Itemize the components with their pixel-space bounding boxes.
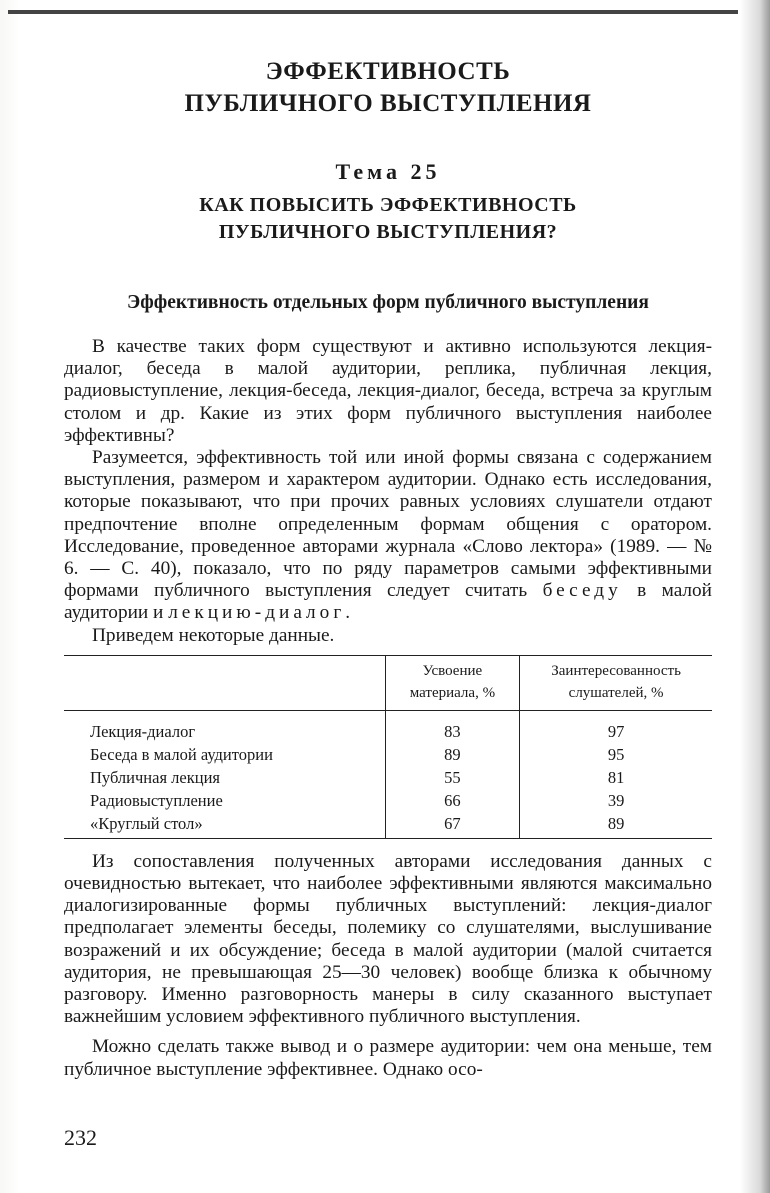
- row-form: Лекция-диалог: [90, 721, 196, 741]
- row-form: «Круглый стол»: [90, 813, 203, 833]
- table-header-row: [64, 655, 712, 710]
- paragraph-2-start: Разумеется, эффективность той или иной формы связана с содержанием выступления, размером и характером аудитории. Однако есть исследования, которые показывают, что при прочих равных условиях слушатели отдают предпочтение вполне определенным формам общения с оратором. Исследование, проведенное авторами журнала «Слово лектора» (1989. — № 6. — С. 40), показало, что по ряду параметров самыми эффективными формами публичного выступления следует считать: [64, 447, 712, 602]
- row-assimilation: 55: [385, 766, 520, 789]
- paragraph-2-mid: в малой аудитории и: [64, 580, 713, 624]
- row-form: Беседа в малой аудитории: [90, 744, 273, 764]
- page-content: [64, 56, 712, 1081]
- theme-title: [64, 192, 712, 246]
- table-row: [64, 743, 712, 766]
- top-rule: [8, 10, 738, 14]
- row-interest: 89: [520, 812, 712, 839]
- paragraph-3: Из сопоставления полученных авторами исследования данных с очевидностью вытекает, что наиболее эффективными являются максимально диалогизированные формы публичных выступлений: лекция-диалог предполагает элементы беседы, полемику со слушателями, выслушивание возражений и их обсуждение; беседа в малой аудитории (малой считается аудитория, не превышающая 25—30 человек) вообще близка к обычному разговору. Именно разговорность манеры в силу сказанного выступает важнейшим условием эффективного публичного выступления.: [64, 850, 712, 1028]
- table-row: [64, 766, 712, 789]
- table-row: [64, 710, 712, 743]
- row-assimilation: 66: [385, 789, 520, 812]
- row-assimilation: 67: [385, 812, 520, 839]
- part-title-line2: ПУБЛИЧНОГО ВЫСТУПЛЕНИЯ: [184, 90, 592, 117]
- row-form: Публичная лекция: [90, 767, 220, 787]
- table-row: [64, 789, 712, 812]
- emphasis-beseda: беседу: [542, 580, 622, 602]
- header-interest: Заинтересованность слушателей, %: [520, 655, 712, 710]
- theme-title-line1: КАК ПОВЫСИТЬ ЭФФЕКТИВНОСТЬ: [199, 194, 577, 216]
- header-assimilation: Усвоение материала, %: [385, 655, 520, 710]
- survey-table: [64, 655, 712, 839]
- paragraph-1: В качестве таких форм существуют и активно используются лекция-диалог, беседа в малой аудитории, реплика, публичная лекция, радиовыступление, лекция-беседа, лекция-диалог, беседа, встреча за круглым столом и др. Какие из этих форм публичного выступления наиболее эффективны?: [64, 336, 712, 446]
- emphasis-lecture-dialog: лекцию-диалог: [168, 602, 346, 624]
- page-number: 232: [64, 1125, 97, 1150]
- part-title: [64, 56, 712, 120]
- paragraph-2: [64, 447, 712, 625]
- header-form: [64, 655, 385, 710]
- theme-label: Тема 25: [335, 159, 441, 184]
- row-assimilation: 89: [385, 743, 520, 766]
- table-row: [64, 812, 712, 839]
- part-title-line1: ЭФФЕКТИВНОСТЬ: [265, 58, 511, 85]
- row-interest: 81: [520, 766, 712, 789]
- row-interest: 97: [520, 710, 712, 743]
- table-lead: Приведем некоторые данные.: [92, 624, 335, 646]
- paragraph-2-end: .: [345, 602, 351, 624]
- row-assimilation: 83: [385, 710, 520, 743]
- paragraph-4: Можно сделать также вывод и о размере аудитории: чем она меньше, тем публичное выступление эффективнее. Однако осо-: [64, 1036, 712, 1080]
- theme-title-line2: ПУБЛИЧНОГО ВЫСТУПЛЕНИЯ?: [218, 221, 558, 243]
- row-interest: 95: [520, 743, 712, 766]
- section-title: Эффективность отдельных форм публичного выступления: [127, 292, 649, 313]
- row-form: Радиовыступление: [90, 790, 223, 810]
- row-interest: 39: [520, 789, 712, 812]
